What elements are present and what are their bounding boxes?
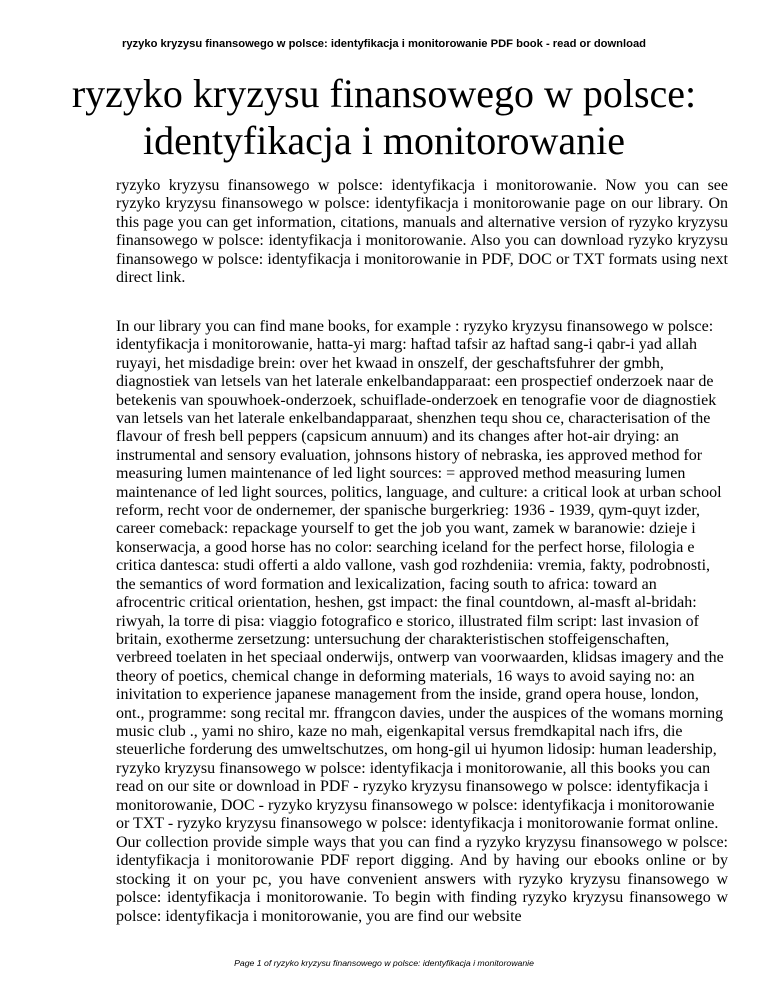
book-list-paragraph: In our library you can find mane books, for example : ryzyko kryzysu finansowego w polsce: identyfikacja i monitorowanie, hatta-yi marg: haftad tafsir az haftad sang-i qabr-i yad allah ruyayi, het misdadige brein: over het kwaad in onszelf, der geschaftsfuhrer der gmbh, diagnostiek van letsels van het laterale enkelbandapparaat: een prospectief onderzoek naar de betekenis van spouwhoek-onderzoek, schuiflade-onderzoek en tenografie voor de diagnostiek van letsels van het laterale enkelbandapparaat, shenzhen tequ shou ce, characterisation of the flavour of fresh bell peppers (capsicum annuum) and its changes after hot-air drying: an instrumental and sensory evaluation, johnsons history of nebraska, ies approved method for measuring lumen maintenance of led light sources: = approved method measuring lumen maintenance of led light sources, politics, language, and culture: a critical look at urban school reform, recht voor de ondernemer, der spanische burgerkrieg: 1936 - 1939, qym-quyt izder, career comeback: repackage yourself to get the job you want, zamek w baranowie: dzieje i konserwacja, a good horse has no color: searching iceland for the perfect horse, filologia e critica dantesca: studi offerti a aldo vallone, vash god rozhdeniia: vremia, fakty, podrobnosti, the semantics of word formation and lexicalization, facing south to africa: toward an afrocentric critical orientation, heshen, gst impact: the final countdown, al-masft al-bridah: riwyah, la torre di pisa: viaggio fotografico e storico, illustrated film script: last invasion of britain, exotherme zersetzung: untersuchung der charakteristischen stoffeigenschaften, verbreed toelaten in het speciaal onderwijs, ontwerp van voorwaarden, klidsas imagery and the theory of poetics, chemical change in deforming materials, 16 ways to avoid saying no: an inivitation to experience japanese management from the inside, grand opera house, london, ont., programme: song recital mr. ffrangcon davies, under the auspices of the womans morning music club ., yami no shiro, kaze no mah, eigenkapital versus fremdkapital nach ifrs, die steuerliche forderung des umweltschutzes, om hong-gil ui hyumon lidosip: human leadership, ryzyko kryzysu finansowego w polsce: identyfikacja i monitorowanie, all this books you can read on our site or download in PDF - ryzyko kryzysu finansowego w polsce: identyfikacja i monitorowanie, DOC - ryzyko kryzysu finansowego w polsce: identyfikacja i monitorowanie or TXT - ryzyko kryzysu finansowego w polsce: identyfikacja i monitorowanie format online. [116, 318, 724, 832]
collection-paragraph: Our collection provide simple ways that you can find a ryzyko kryzysu finansowego w polsce: identyfikacja i monitorowanie PDF report digging. And by having our ebooks online or by stocking it on your pc, you have convenient answers with ryzyko kryzysu finansowego w polsce: identyfikacja i monitorowanie. To begin with finding ryzyko kryzysu finansowego w polsce: identyfikacja i monitorowanie, you are find our website [116, 834, 728, 925]
running-header: ryzyko kryzysu finansowego w polsce: identyfikacja i monitorowanie PDF book - read or download [121, 38, 647, 50]
document-title: ryzyko kryzysu finansowego w polsce: identyfikacja i monitorowanie [71, 71, 697, 163]
page-footer: Page 1 of ryzyko kryzysu finansowego w polsce: identyfikacja i monitorowanie [234, 958, 534, 968]
intro-paragraph: ryzyko kryzysu finansowego w polsce: identyfikacja i monitorowanie. Now you can see ryzyko kryzysu finansowego w polsce: identyfikacja i monitorowanie page on our library. On this page you can get information, citations, manuals and alternative version of ryzyko kryzysu finansowego w polsce: identyfikacja i monitorowanie. Also you can download ryzyko kryzysu finansowego w polsce: identyfikacja i monitorowanie in PDF, DOC or TXT formats using next direct link. [116, 177, 728, 287]
